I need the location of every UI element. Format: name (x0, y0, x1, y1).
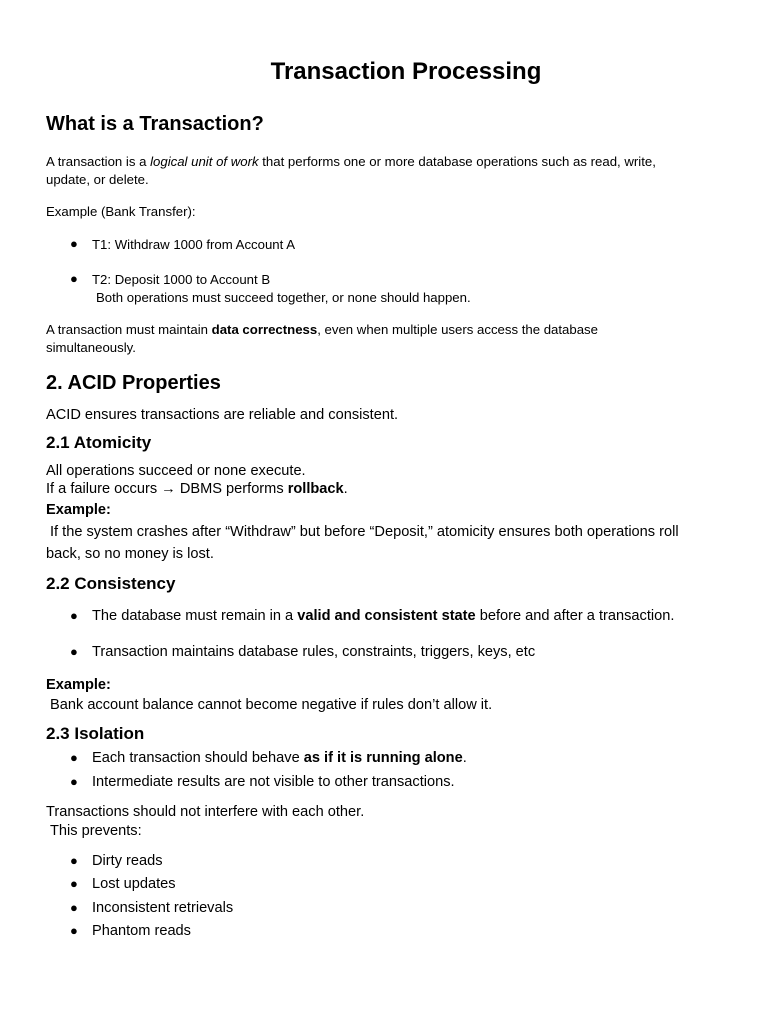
list-item-t2-continuation: Both operations must succeed together, or none should happen. (96, 290, 471, 305)
list-item: Lost updates (92, 876, 176, 892)
atomicity-line1: All operations succeed or none execute. (46, 463, 306, 479)
heading-acid-properties: 2. ACID Properties (46, 372, 221, 394)
example-bank-transfer-label: Example (Bank Transfer): (46, 204, 196, 219)
paragraph-acid-intro: ACID ensures transactions are reliable and consistent. (46, 407, 399, 423)
heading-consistency: 2.2 Consistency (46, 574, 176, 593)
bullet-icon: ● (70, 271, 78, 286)
atomicity-example-line1: If the system crashes after “Withdraw” but before “Deposit,” atomicity ensures both operations roll (50, 524, 679, 540)
list-item: Dirty reads (92, 853, 163, 869)
bullet-icon: ● (70, 236, 78, 251)
bullet-icon: ● (70, 750, 78, 765)
list-item: Inconsistent retrievals (92, 900, 234, 916)
bullet-icon: ● (70, 608, 78, 623)
consistency-example-text: Bank account balance cannot become negative if rules don’t allow it. (50, 697, 493, 713)
list-item: Phantom reads (92, 923, 191, 939)
bullet-icon: ● (70, 876, 78, 891)
isolation-paragraph-prevents: This prevents: (50, 823, 142, 839)
consistency-bullet-rules: Transaction maintains database rules, constraints, triggers, keys, etc (92, 644, 536, 660)
atomicity-line2: If a failure occurs → DBMS performs rollback. (46, 481, 348, 497)
bullet-icon: ● (70, 923, 78, 938)
document-title: Transaction Processing (270, 58, 542, 85)
paragraph-data-correctness-line2: simultaneously. (46, 340, 136, 355)
bullet-icon: ● (70, 853, 78, 868)
list-item-t2: T2: Deposit 1000 to Account B (92, 272, 271, 287)
isolation-bullet-intermediate: Intermediate results are not visible to other transactions. (92, 774, 455, 790)
paragraph-definition: A transaction is a logical unit of work that performs one or more database operations such as read, write, (46, 154, 656, 169)
bullet-icon: ● (70, 900, 78, 915)
atomicity-example-line2: back, so no money is lost. (46, 546, 214, 562)
bullet-icon: ● (70, 644, 78, 659)
isolation-paragraph-interfere: Transactions should not interfere with each other. (46, 804, 365, 820)
consistency-bullet-valid-state: The database must remain in a valid and consistent state before and after a transaction. (92, 608, 675, 624)
emphasis-logical-unit: logical unit of work (150, 154, 259, 169)
heading-atomicity: 2.1 Atomicity (46, 433, 152, 452)
list-item-t1: T1: Withdraw 1000 from Account A (92, 237, 296, 252)
heading-what-is-transaction: What is a Transaction? (46, 113, 264, 135)
heading-isolation: 2.3 Isolation (46, 724, 145, 743)
paragraph-data-correctness: A transaction must maintain data correctness, even when multiple users access the database (46, 322, 598, 337)
paragraph-definition-line2: update, or delete. (46, 172, 149, 187)
atomicity-example-label: Example: (46, 502, 111, 518)
bullet-icon: ● (70, 774, 78, 789)
consistency-example-label: Example: (46, 677, 111, 693)
isolation-bullet-alone: Each transaction should behave as if it is running alone. (92, 750, 467, 766)
